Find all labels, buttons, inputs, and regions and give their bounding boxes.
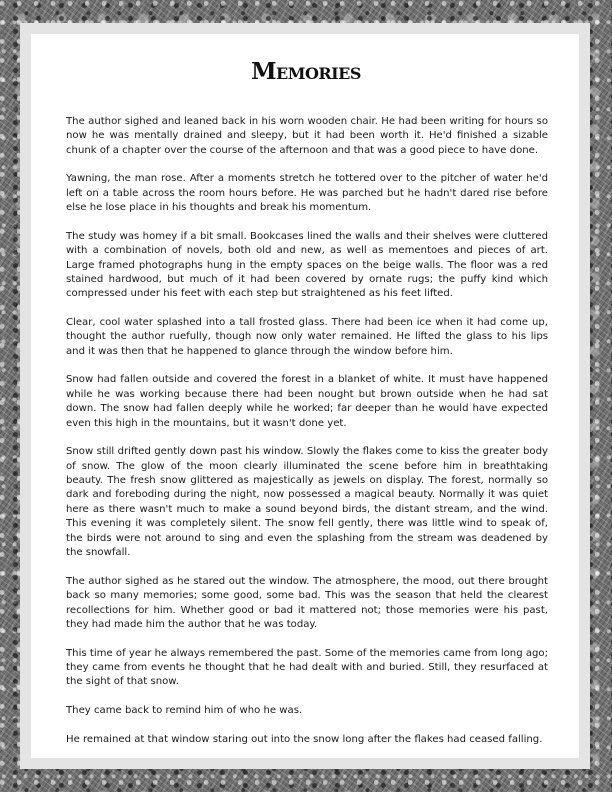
paragraph-10: He remained at that window staring out into the snow long after the flakes had ceased falling.	[66, 733, 543, 745]
paragraph-2: Yawning, the man rose. After a moments stretch he tottered over to the pitcher of water he'd left on a table across the room hours before. He was parched but he hadn't dared rise before else he lose place in his thoughts and break his momentum.	[66, 173, 548, 214]
paragraph-8: This time of year he always remembered the past. Some of the memories came from long ago; they came from events he thought that he had dealt with and buried. Still, they resurfaced at the sight of that snow.	[66, 647, 548, 688]
paragraph-7: The author sighed as he stared out the window. The atmosphere, the mood, out there brought back so many memories; some good, some bad. This was the season that held the clearest recollections for him. Whether good or bad it mattered not; those memories were his past, they had made him the author that he was today.	[66, 575, 548, 630]
paragraph-3: The study was homey if a bit small. Bookcases lined the walls and their shelves were cluttered with a combination of novels, both old and new, as well as mementoes and pieces of art. Large framed photographs hung in the empty spaces on the beige walls. The floor was a red stained hardwood, but much of it had been covered by ornate rugs; the puffy kind which compressed under his feet with each step but straightened as his feet lifted.	[66, 230, 548, 300]
paragraph-6: Snow still drifted gently down past his window. Slowly the flakes come to kiss the greater body of snow. The glow of the moon clearly illuminated the scene before him in breathtaking beauty. The fresh snow glittered as majestically as jewels on display. The forest, normally so dark and foreboding during the night, now possessed a magical beauty. Normally it was quiet here as there wasn't much to make a sound beyond birds, the distant stream, and the wind. This evening it was completely silent. The snow fell gently, there was little wind to speak of, the birds were not around to sing and even the splashing from the stream was deadened by the snowfall.	[66, 446, 548, 559]
paragraph-4: Clear, cool water splashed into a tall frosted glass. There had been ice when it had come up, thought the author ruefully, though now only water remained. He lifted the glass to his lips and it was then that he happened to glance through the window before him.	[66, 317, 548, 357]
paragraph-1: The author sighed and leaned back in his worn wooden chair. He had been writing for hours so now he was mentally drained and sleepy, but it had been worth it. He'd finished a sizable chunk of a chapter over the course of the afternoon and that was a good piece to have done.	[66, 116, 548, 156]
paragraph-9: They came back to remind him of who he was.	[66, 704, 303, 716]
paragraph-5: Snow had fallen outside and covered the forest in a blanket of white. It must have happened while he was working because there had been nought but brown outside when he had sat down. The snow had fallen deeply while he worked; far deeper than he would have expected even this high in the mountains, but it wasn't done yet.	[66, 374, 548, 429]
document-body	[66, 115, 548, 761]
document-title: Memories	[251, 58, 361, 85]
